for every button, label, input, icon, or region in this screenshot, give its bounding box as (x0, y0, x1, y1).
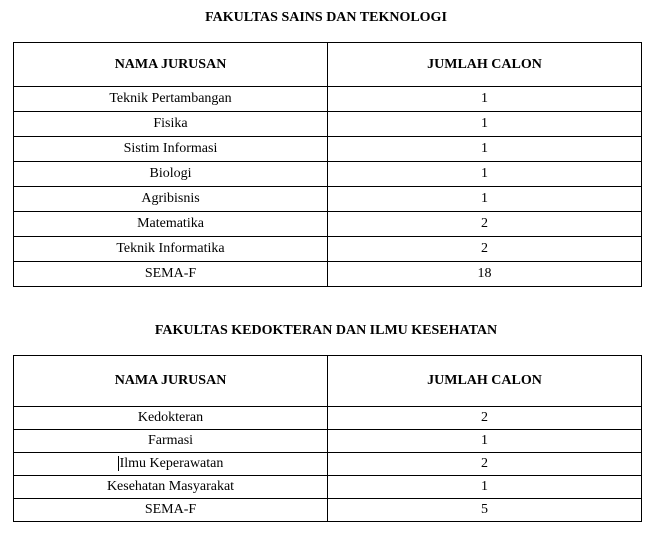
cell-jurusan[interactable] (14, 453, 328, 476)
cell-jumlah: 2 (328, 407, 642, 430)
table-header-row (14, 356, 642, 407)
cell-jurusan: Kedokteran (14, 407, 328, 430)
cell-jurusan: SEMA-F (14, 262, 328, 287)
cell-jumlah: 2 (328, 453, 642, 476)
cell-jurusan: Biologi (14, 162, 328, 187)
table-header-row (14, 43, 642, 87)
cell-jumlah: 1 (328, 112, 642, 137)
table-kedokteran-ilmu-kesehatan (13, 355, 642, 522)
cell-jurusan: Farmasi (14, 430, 328, 453)
cell-jumlah: 2 (328, 237, 642, 262)
table-row (14, 499, 642, 522)
cell-jurusan: Matematika (14, 212, 328, 237)
table-row (14, 262, 642, 287)
cell-jumlah: 18 (328, 262, 642, 287)
section-title-sains-teknologi: FAKULTAS SAINS DAN TEKNOLOGI (205, 10, 447, 25)
cell-jurusan: Fisika (14, 112, 328, 137)
cell-jurusan: Kesehatan Masyarakat (14, 476, 328, 499)
cell-jurusan: Teknik Pertambangan (14, 87, 328, 112)
cell-jumlah: 1 (328, 476, 642, 499)
cell-jumlah: 1 (328, 430, 642, 453)
cell-jurusan: Sistim Informasi (14, 137, 328, 162)
column-header-nama-jurusan: NAMA JURUSAN (14, 43, 328, 87)
cell-jumlah: 1 (328, 162, 642, 187)
cell-jumlah: 5 (328, 499, 642, 522)
column-header-jumlah-calon: JUMLAH CALON (328, 43, 642, 87)
table-row (14, 407, 642, 430)
text-cursor-cell[interactable]: Ilmu Keperawatan (119, 456, 224, 471)
table-row (14, 476, 642, 499)
cell-jumlah: 2 (328, 212, 642, 237)
table-sains-teknologi (13, 42, 642, 287)
table-row (14, 237, 642, 262)
cell-jurusan: SEMA-F (14, 499, 328, 522)
table-row (14, 162, 642, 187)
table-row (14, 137, 642, 162)
cell-jumlah: 1 (328, 137, 642, 162)
table-row (14, 187, 642, 212)
table-row (14, 212, 642, 237)
table-row (14, 87, 642, 112)
table-row (14, 453, 642, 476)
column-header-jumlah-calon: JUMLAH CALON (328, 356, 642, 407)
section-title-kedokteran-ilmu-kesehatan: FAKULTAS KEDOKTERAN DAN ILMU KESEHATAN (154, 323, 498, 338)
cell-jumlah: 1 (328, 187, 642, 212)
column-header-nama-jurusan: NAMA JURUSAN (14, 356, 328, 407)
cell-jurusan: Agribisnis (14, 187, 328, 212)
cell-jurusan: Teknik Informatika (14, 237, 328, 262)
table-row (14, 112, 642, 137)
table-row (14, 430, 642, 453)
cell-jumlah: 1 (328, 87, 642, 112)
